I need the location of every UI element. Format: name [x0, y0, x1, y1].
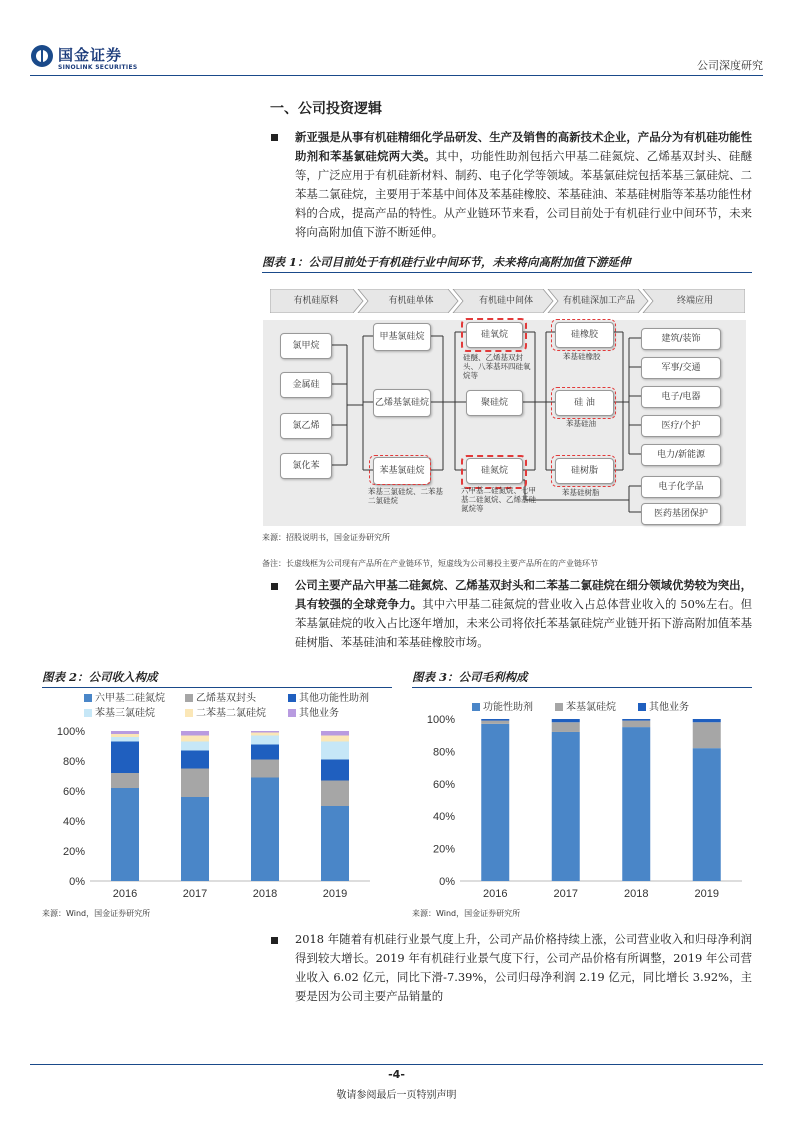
- bar-segment: [321, 760, 349, 781]
- monomer-note: 苯基三氯硅烷、二苯基二氯硅烷: [368, 487, 443, 505]
- paragraph-body: 其中六甲基二硅氮烷的营业收入占总体营业收入的 50%左右。但苯基氯硅烷的收入占比逐年增加，未来公司将依托苯基氯硅烷产业链开拓下游高附加值苯基硅树脂、苯基硅油和苯基硅橡胶市场。: [295, 597, 752, 649]
- paragraph-performance: 2018 年随着有机硅行业景气度上升，公司产品价格持续上涨，公司营业收入和归母净利润得到较大增长。2019 年有机硅行业景气度下行，公司产品价格有所调整，2019 年公司营业收入 6.02 亿元，同比下滑-7.39%，公司归母净利润 2.19 亿元，同比增长 3.92%，主要是因为公司主要产品销量的: [295, 932, 752, 1003]
- bar-segment: [181, 769, 209, 798]
- y-tick-label: 0%: [439, 876, 455, 888]
- bar-segment: [693, 719, 721, 722]
- bar-segment: [552, 732, 580, 881]
- y-tick-label: 40%: [62, 816, 85, 828]
- paragraph-body: 其中，功能性助剂包括六甲基二硅氮烷、乙烯基双封头、硅醚等，广泛应用于有机硅新材料、制药、电子化学等领域。苯基氯硅烷包括苯基三氯硅烷、二苯基二氯硅烷，主要用于苯基中间体及苯基硅橡胶、苯基硅油、苯基硅树脂等苯基功能性材料的合成，提高产品的特性。从产业链环节来看，公司目前处于有机硅行业中间环节，未来将向高附加值下游不断延伸。: [295, 149, 752, 239]
- legend-label: 六甲基二硅氮烷: [95, 693, 165, 704]
- deep-box-oil: 硅 油: [555, 390, 614, 416]
- long-dash-highlight: [461, 318, 527, 352]
- bar-segment: [181, 797, 209, 881]
- legend-swatch: [185, 694, 193, 702]
- x-tick-label: 2017: [553, 888, 578, 900]
- footer-disclaimer: 敬请参阅最后一页特别声明: [336, 1090, 457, 1101]
- bar-segment: [181, 751, 209, 769]
- logo-mark-icon: [30, 44, 54, 68]
- footer-divider: [30, 1064, 763, 1065]
- y-tick-label: 60%: [62, 786, 85, 798]
- bar-segment: [321, 731, 349, 736]
- raw-box-silicon: 金属硅: [280, 372, 332, 398]
- bullet-icon: [271, 134, 278, 141]
- bar-segment: [251, 760, 279, 778]
- bar-segment: [251, 745, 279, 760]
- monomer-box-vinyl: 乙烯基氯硅烷: [373, 389, 431, 417]
- legend-swatch: [638, 703, 646, 711]
- monomer-box-methyl: 甲基氯硅烷: [373, 323, 431, 351]
- bar-segment: [622, 721, 650, 727]
- stage-label-end: 终端应用: [676, 295, 713, 306]
- monomer-box-phenyl: 苯基氯硅烷: [373, 457, 431, 485]
- figure-2-rule: [42, 687, 392, 688]
- figure-1-note: 备注：长虚线框为公司现有产品所在产业链环节，短虚线为公司募投主要产品所在的产业链环节: [262, 559, 598, 568]
- bar-segment: [693, 722, 721, 748]
- figure-1-rule: [262, 272, 752, 273]
- y-tick-label: 100%: [426, 714, 455, 726]
- figure-2-title: 图表 2：公司收入构成: [42, 670, 158, 684]
- enduse-box-building: 建筑/装饰: [641, 328, 721, 350]
- enduse-box-power: 电力/新能源: [641, 444, 721, 466]
- x-tick-label: 2019: [694, 888, 719, 900]
- page-number: -4-: [388, 1068, 405, 1081]
- short-dash-resin: [551, 455, 616, 487]
- intermediate-box-siloxane: 硅氧烷: [466, 322, 523, 348]
- paragraph-company-intro: [295, 128, 752, 242]
- short-dash-rubber: [551, 319, 616, 351]
- bar-segment: [111, 788, 139, 881]
- y-tick-label: 100%: [56, 726, 85, 738]
- x-tick-label: 2018: [624, 888, 649, 900]
- bullet-icon: [271, 583, 278, 590]
- enduse-box-military: 军事/交通: [641, 357, 721, 379]
- legend-label: 苯基三氯硅烷: [95, 708, 155, 719]
- intermediate-box-silazane: 硅氮烷: [466, 458, 523, 484]
- y-tick-label: 0%: [69, 876, 85, 888]
- bar-segment: [111, 742, 139, 774]
- bar-segment: [111, 737, 139, 742]
- bar-segment: [181, 736, 209, 742]
- bar-segment: [181, 742, 209, 751]
- raw-box-chlorobenzene: 氯化苯: [280, 453, 332, 479]
- y-tick-label: 20%: [62, 846, 85, 858]
- document-type: 公司深度研究: [697, 59, 763, 72]
- short-dash-highlight: [369, 455, 431, 485]
- x-tick-label: 2017: [182, 888, 208, 900]
- figure-3-title: 图表 3：公司毛利构成: [412, 670, 528, 684]
- legend-label: 乙烯基双封头: [196, 693, 256, 704]
- legend-swatch: [185, 709, 193, 717]
- bar-segment: [481, 721, 509, 724]
- x-tick-label: 2016: [112, 888, 138, 900]
- gross-profit-composition-chart: [412, 690, 752, 902]
- deep-note-rubber: 苯基硅橡胶: [563, 352, 601, 361]
- paragraph-bold: 新亚强是从事有机硅精细化学品研发、生产及销售的高新技术企业，产品分为有机硅功能性助剂和苯基氯硅烷两大类。: [295, 130, 752, 163]
- raw-box-chloromethane: 氯甲烷: [280, 333, 332, 359]
- y-tick-label: 20%: [432, 843, 455, 856]
- intermediate-box-polysilane: 聚硅烷: [466, 390, 523, 416]
- bar-segment: [622, 727, 650, 881]
- bar-segment: [251, 736, 279, 745]
- short-dash-oil: [551, 387, 616, 419]
- stage-label-monomer: 有机硅单体: [388, 295, 434, 306]
- legend-swatch: [84, 709, 92, 717]
- bar-segment: [552, 719, 580, 722]
- enduse-box-chemicals: 电子化学品: [641, 476, 721, 498]
- legend-label: 其他业务: [649, 702, 689, 713]
- bar-segment: [111, 731, 139, 734]
- stage-label-raw: 有机硅原料: [293, 295, 339, 306]
- bar-segment: [481, 719, 509, 721]
- bar-segment: [693, 748, 721, 881]
- figure-1-source: 来源：招股说明书，国金证券研究所: [262, 533, 390, 542]
- bar-segment: [481, 724, 509, 881]
- deep-box-rubber: 硅橡胶: [555, 322, 614, 348]
- stage-label-deep: 有机硅深加工产品: [562, 295, 635, 306]
- bar-segment: [321, 806, 349, 881]
- bar-segment: [622, 719, 650, 721]
- legend-swatch: [288, 694, 296, 702]
- figure-3-source: 来源：Wind，国金证券研究所: [412, 909, 521, 918]
- legend-label: 二苯基二氯硅烷: [196, 708, 266, 719]
- legend-swatch: [84, 694, 92, 702]
- legend-label: 其他功能性助剂: [299, 693, 369, 704]
- bar-segment: [321, 736, 349, 742]
- y-tick-label: 60%: [432, 778, 455, 791]
- deep-note-oil: 苯基硅油: [566, 419, 596, 428]
- bar-segment: [181, 731, 209, 736]
- bar-segment: [251, 778, 279, 882]
- figure-3-rule: [412, 687, 752, 688]
- legend-label: 功能性助剂: [483, 702, 533, 713]
- bar-segment: [251, 731, 279, 733]
- bar-segment: [111, 773, 139, 788]
- bar-segment: [321, 742, 349, 760]
- paragraph-bold: 公司主要产品六甲基二硅氮烷、乙烯基双封头和二苯基二氯硅烷在细分领域优势较为突出，具有较强的全球竞争力。: [295, 578, 752, 611]
- paragraph-products: [295, 576, 752, 652]
- y-tick-label: 80%: [432, 746, 455, 759]
- long-dash-highlight-2: [461, 455, 527, 489]
- stage-label-intermediate: 有机硅中间体: [478, 295, 533, 306]
- legend-swatch: [555, 703, 563, 711]
- x-tick-label: 2018: [252, 888, 278, 900]
- silazane-note: 六甲基二硅氮烷、七甲基二硅氮烷、乙烯基硅氮烷等: [461, 486, 536, 513]
- bar-segment: [552, 722, 580, 732]
- logo-text-en: SINOLINK SECURITIES: [58, 64, 138, 71]
- x-tick-label: 2016: [483, 888, 508, 900]
- enduse-box-pharma: 医药基团保护: [641, 503, 721, 525]
- section-title: 一、公司投资逻辑: [270, 101, 382, 117]
- y-tick-label: 80%: [62, 756, 85, 768]
- x-tick-label: 2019: [322, 888, 348, 900]
- legend-label: 苯基氯硅烷: [566, 702, 616, 713]
- figure-1-title: 图表 1：公司目前处于有机硅行业中间环节，未来将向高附加值下游延伸: [262, 255, 631, 269]
- header-divider: [30, 75, 763, 76]
- deep-box-resin: 硅树脂: [555, 458, 614, 484]
- deep-note-resin: 苯基硅树脂: [562, 488, 600, 497]
- legend-swatch: [472, 703, 480, 711]
- logo-text-cn: 国金证券: [58, 46, 123, 64]
- bar-segment: [111, 734, 139, 737]
- bullet-icon: [271, 937, 278, 944]
- enduse-box-medical: 医疗/个护: [641, 415, 721, 437]
- y-tick-label: 40%: [432, 811, 455, 824]
- siloxane-note: 硅醚、乙烯基双封头、八苯基环四硅氧烷等: [463, 353, 531, 380]
- legend-swatch: [288, 709, 296, 717]
- revenue-composition-chart: [42, 690, 392, 902]
- bar-segment: [321, 781, 349, 807]
- figure-2-source: 来源：Wind，国金证券研究所: [42, 909, 151, 918]
- bar-segment: [251, 733, 279, 736]
- company-logo: [30, 44, 170, 74]
- legend-label: 其他业务: [299, 708, 339, 719]
- enduse-box-electronic: 电子/电器: [641, 386, 721, 408]
- raw-box-vinylchloride: 氯乙烯: [280, 413, 332, 439]
